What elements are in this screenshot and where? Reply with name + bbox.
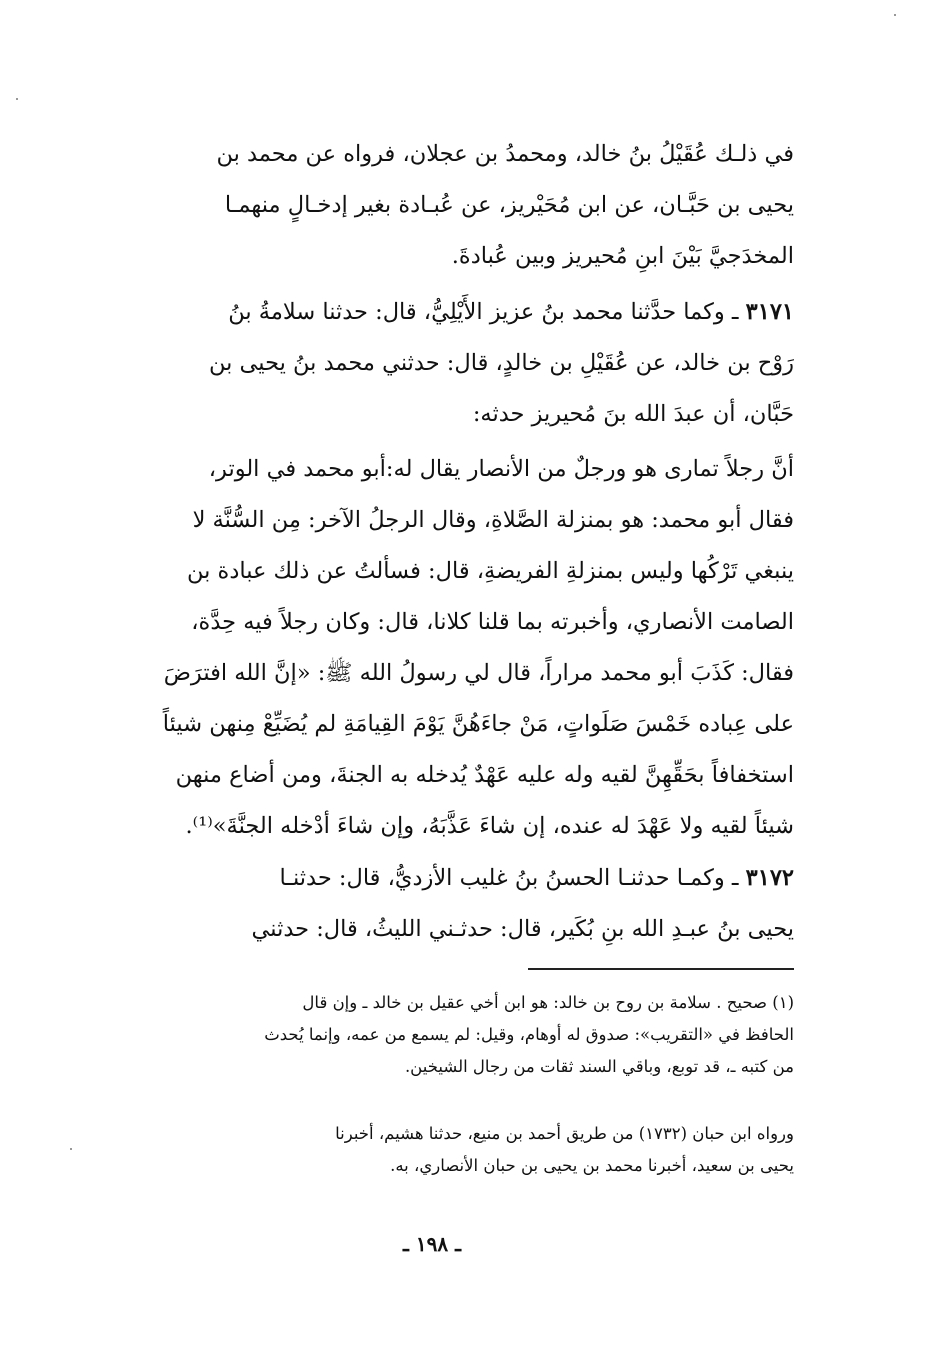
hadith-3171-text [118,444,794,852]
footnote-line: (١) صحيح . سلامة بن روح بن خالد: هو ابن أخي عقيل بن خالد ـ وإن قال [302,993,794,1012]
footnote-1 [118,987,794,1083]
text-line: أنَّ رجلاً تمارى هو ورجلٌ من الأنصار يقال له:أبو محمد في الوتر، [208,456,794,482]
text-line: استخفافاً بحَقِّهِنَّ لقيه وله عليه عَهْدٌ يُدخله به الجنةَ، ومن أضاع منهن [175,762,794,788]
text-line: رَوْح بن خالد، عن عُقَيْلِ بن خالدٍ، قال: حدثني محمد بنُ يحيى بن [209,350,794,376]
footnote-line: من كتبه ـ، قد توبع، وباقي السند ثقات من رجال الشيخين. [404,1057,794,1076]
scan-speck [16,98,18,100]
paragraph-intro [118,129,794,282]
text-line: في ذلـك عُقَيْلُ بنُ خالد، ومحمدُ بن عجلان، فرواه عن محمد بن [216,141,794,167]
text-line: يحيى بن حَبَّـان، عن ابن مُحَيْريز، عن عُبـادة بغير إدخـالٍ منهمـا [224,192,794,218]
hadith-number: ٣١٧٢ [745,865,794,891]
footnote-line: الحافظ في «التقريب»: صدوق له أوهام، وقيل: لم يسمع من عمه، وإنما يُحدث [264,1025,794,1044]
footnote-1-continued [118,1118,794,1182]
text-line: ينبغي تَرْكُها وليس بمنزلةِ الفريضةِ، قال: فسألتُ عن ذلك عبادة بن [186,558,794,584]
scan-speck [894,14,896,16]
scan-speck [70,1148,72,1150]
footnote-line: ورواه ابن حبان (١٧٣٢) من طريق أحمد بن منيع، حدثنا هشيم، أخبرنا [335,1124,794,1143]
text-line-content: ـ وكمـا حدثنـا الحسنُ بنُ غليب الأزديُّ، قال: حدثنـا [279,865,739,891]
hadith-3172-chain [118,853,794,955]
page-number: ـ ١٩٨ ـ [403,1232,461,1256]
hadith-3171-chain [118,287,794,440]
text-line: يحيى بنُ عبـدِ الله بنِ بُكَير، قال: حدثـني الليثُ، قال: حدثني [251,916,794,942]
text-line: شيئاً لقيه ولا عَهْدَ له عنده، إن شاءَ عَذَّبَهُ، وإن شاءَ أدْخله الجنَّةَ»⁽¹⁾. [185,813,794,839]
text-line-content: ـ وكما حدَّثنا محمد بنُ عزيز الأَيْلِيُّ، قال: حدثنا سلامةُ بنُ [228,299,739,325]
text-line: الصامت الأنصاري، وأخبرته بما قلنا كلانا، قال: وكان رجلاً فيه حِدَّة، [191,609,794,635]
text-line [118,853,794,904]
footnote-line: يحيى بن سعيد، أخبرنا محمد بن يحيى بن حبان الأنصاري، به. [390,1156,794,1175]
text-line: فقال: كَذَبَ أبو محمد مراراً، قال لي رسولُ الله ﷺ: «إنَّ الله افترَضَ [163,660,794,686]
text-line: حَبَّان، أن عبدَ الله بنَ مُحيريز حدثه: [472,401,794,427]
hadith-number: ٣١٧١ [745,299,794,325]
text-line: على عِباده خَمْسَ صَلَواتٍ، مَنْ جاءَهُنَّ يَوْمَ القِيامَةِ لم يُضَيِّعْ مِنهن شيئاً [162,711,794,737]
footnote-divider [528,968,794,970]
text-line: المخدَجيَّ بَيْنَ ابنِ مُحيريز وبين عُبادةَ. [451,243,794,269]
text-line: فقال أبو محمد: هو بمنزلة الصَّلاةِ، وقال الرجلُ الآخر: مِن السُّنَّة لا [192,507,794,533]
text-line [118,287,794,338]
